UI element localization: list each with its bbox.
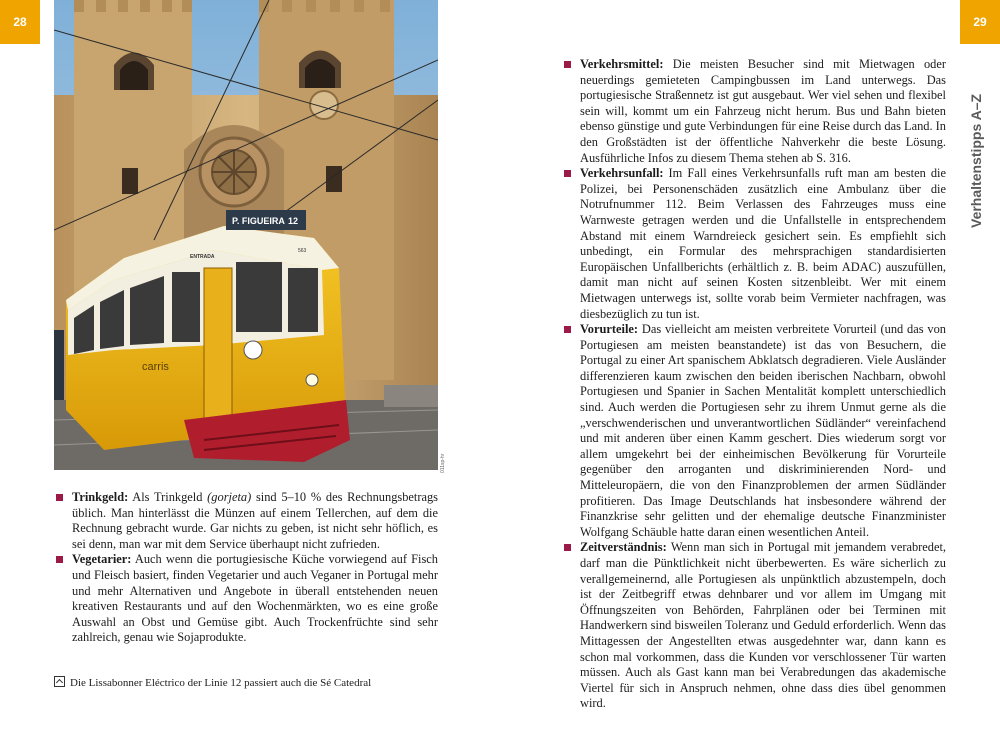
section-title-text: Verhaltenstipps A–Z [968, 93, 984, 228]
entry-text: Die meisten Besucher sind mit Mietwagen oder neuerdings gemieteten Campingbussen im Land unterwegs. Das portugiesische Straßennetz ist gut ausgebaut. Wer viel sehen und flexibel sein will, kommt um ein Fahrzeug nicht herum. Bus und Bahn bieten ebenso günstige und gute Verbindungen für eine Reise durch das Land. In den Großstädten ist der öffentliche Nahverkehr die beste Lösung. Ausführliche Infos zu diesem Thema stehen ab S. 316. [580, 57, 946, 165]
entry-term: Vorurteile: [580, 322, 639, 337]
entry-text: Wenn man sich in Portugal mit jemandem verabredet, darf man die Pünktlichkeit nicht überbewerten. Es wäre sicherlich zu verallgemeinernd, alle Portugiesen als unpünktlich abzustempeln, doch ist der Zeitbegriff etwas dehnbarer und vor allem im Umgang mit Öffnungszeiten von Behörden, Fahrplänen oder bei Terminen mit Handwerkern sind bisweilen Toleranz und Geduld erforderlich. Wenn das Mittagessen der Angestellten etwas ausgedehnter war, dann kann es schon mal vorkommen, dass die Kunden vor verschlossener Tür warten müssen. Auch als Gast kann man bei Verabredungen das akademische Viertel für sich in Anspruch nehmen, ohne dass dies übel genommen wird. [580, 540, 946, 711]
list-item [562, 166, 946, 322]
entry-text: Im Fall eines Verkehrsunfalls ruft man am besten die Polizei, bei Personenschäden zusätzlich eine Ambulanz über die Notrufnummer 112. Beim Verlassen des Fahrzeuges muss eine Warnweste getragen werden und die Unfallstelle in entsprechendem Abstand mit einem Warndreieck gesichert sein. Es empfiehlt sich unbedingt, ein Formular des mehrsprachigen standardisierten Europäischen Unfallberichts (erhältlich z. B. beim ADAC) auszufüllen, damit man nicht auf seinen Kosten sitzenbleibt. Wer mit einem Mietwagen unterwegs ist, sollte vorab beim Vermieter nachfragen, was diesbezüglich zu tun ist. [580, 166, 946, 321]
list-item [562, 540, 946, 712]
cathedral-tram-photo [54, 0, 438, 470]
entry-term: Verkehrsunfall: [580, 166, 664, 181]
entry-text: Das vielleicht am meisten verbreitete Vorurteil (und das von Portugiesen am meisten beanstandete) ist das von Besuchern, die Portugal zu einer Art spanischem Abklatsch degradieren. Viele Ausländer differenzieren kaum zwischen den beiden iberischen Nachbarn, obwohl Portugiesen und Spanier in Sachen Mentalität komplett unterschiedlich sind. Auch werden die Portugiesen sehr zu ihrem Unmut gerne als die „verschwenderischen und unverantwortlichen Südländer“ vereinfachend und mit anderen über einen Kamm geschert. Dies wiederum sorgt vor allem umgekehrt bei der einheimischen Bevölkerung für Vorurteile gegenüber den arroganten und diskriminierenden Nord- und Mitteleuropäern, die von den Finanzproblemen der armen Südländer profitieren. Das Image Deutschlands hat insbesondere während der Finanzkrise sehr gelitten und der ehemalige deutsche Finanzminister Wolfgang Schäuble hatte daran einen wesentlichen Anteil. [580, 322, 946, 539]
photo-caption [54, 676, 454, 690]
entry-term: Verkehrsmittel: [580, 57, 664, 71]
bullet-square-icon [564, 326, 571, 333]
bullet-square-icon [564, 61, 571, 68]
list-item [54, 552, 438, 646]
right-column-text [562, 57, 946, 712]
entry-term: Vegetarier: [72, 552, 132, 567]
bullet-square-icon [564, 544, 571, 551]
entry-text: sind 5–10 % des Rechnungsbetrags üblich. Man hinterlässt die Münzen auf einem Tellerchen, auf dem die Rechnung gebracht wurde. Gar nichts zu geben, ist nicht sehr höflich, es sei denn, man war mit dem Service überhaupt nicht zufrieden. [72, 490, 438, 551]
page-number-right: 29 [960, 0, 1000, 44]
photo-credit-text: 011sp-hr [440, 453, 446, 473]
tram-entrada-label: ENTRADA [190, 254, 215, 260]
page-number-left: 28 [0, 0, 40, 44]
tram-line-number: 12 [288, 216, 299, 226]
bullet-square-icon [56, 556, 63, 563]
caption-arrow-up-icon [54, 676, 65, 687]
entry-text: Als Trinkgeld [128, 490, 208, 504]
list-item [562, 322, 946, 540]
section-title-vertical [956, 58, 996, 228]
caption-text: Die Lissabonner Eléctrico der Linie 12 passiert auch die Sé Catedral [70, 677, 372, 689]
entry-term: Zeitverständnis: [580, 540, 667, 555]
entry-text: Auch wenn die portugiesische Küche vorwiegend auf Fisch und Fleisch basiert, finden Vegetarier und auch Veganer in Portugal mehr und mehr Alternativen und Angebote in überall entstehenden neuen kreativen Restaurants und auf den Wochenmärkten, wo es eine große Auswahl an Obst und Gemüse gibt. Auch Trockenfrüchte sind sehr zahlreich, genau wie Sojaprodukte. [72, 552, 438, 645]
carris-logo-text: carris [142, 361, 169, 373]
tram-destination: P. FIGUEIRA [232, 216, 285, 226]
photo-credit [440, 445, 452, 475]
list-item [562, 57, 946, 166]
list-item [54, 490, 438, 552]
entry-term: Trinkgeld: [72, 490, 129, 504]
tram-fleet-number: 563 [298, 248, 307, 254]
bullet-square-icon [56, 494, 63, 501]
entry-emphasis: (gorjeta) [207, 490, 252, 504]
left-column-text [54, 490, 438, 646]
bullet-square-icon [564, 170, 571, 177]
